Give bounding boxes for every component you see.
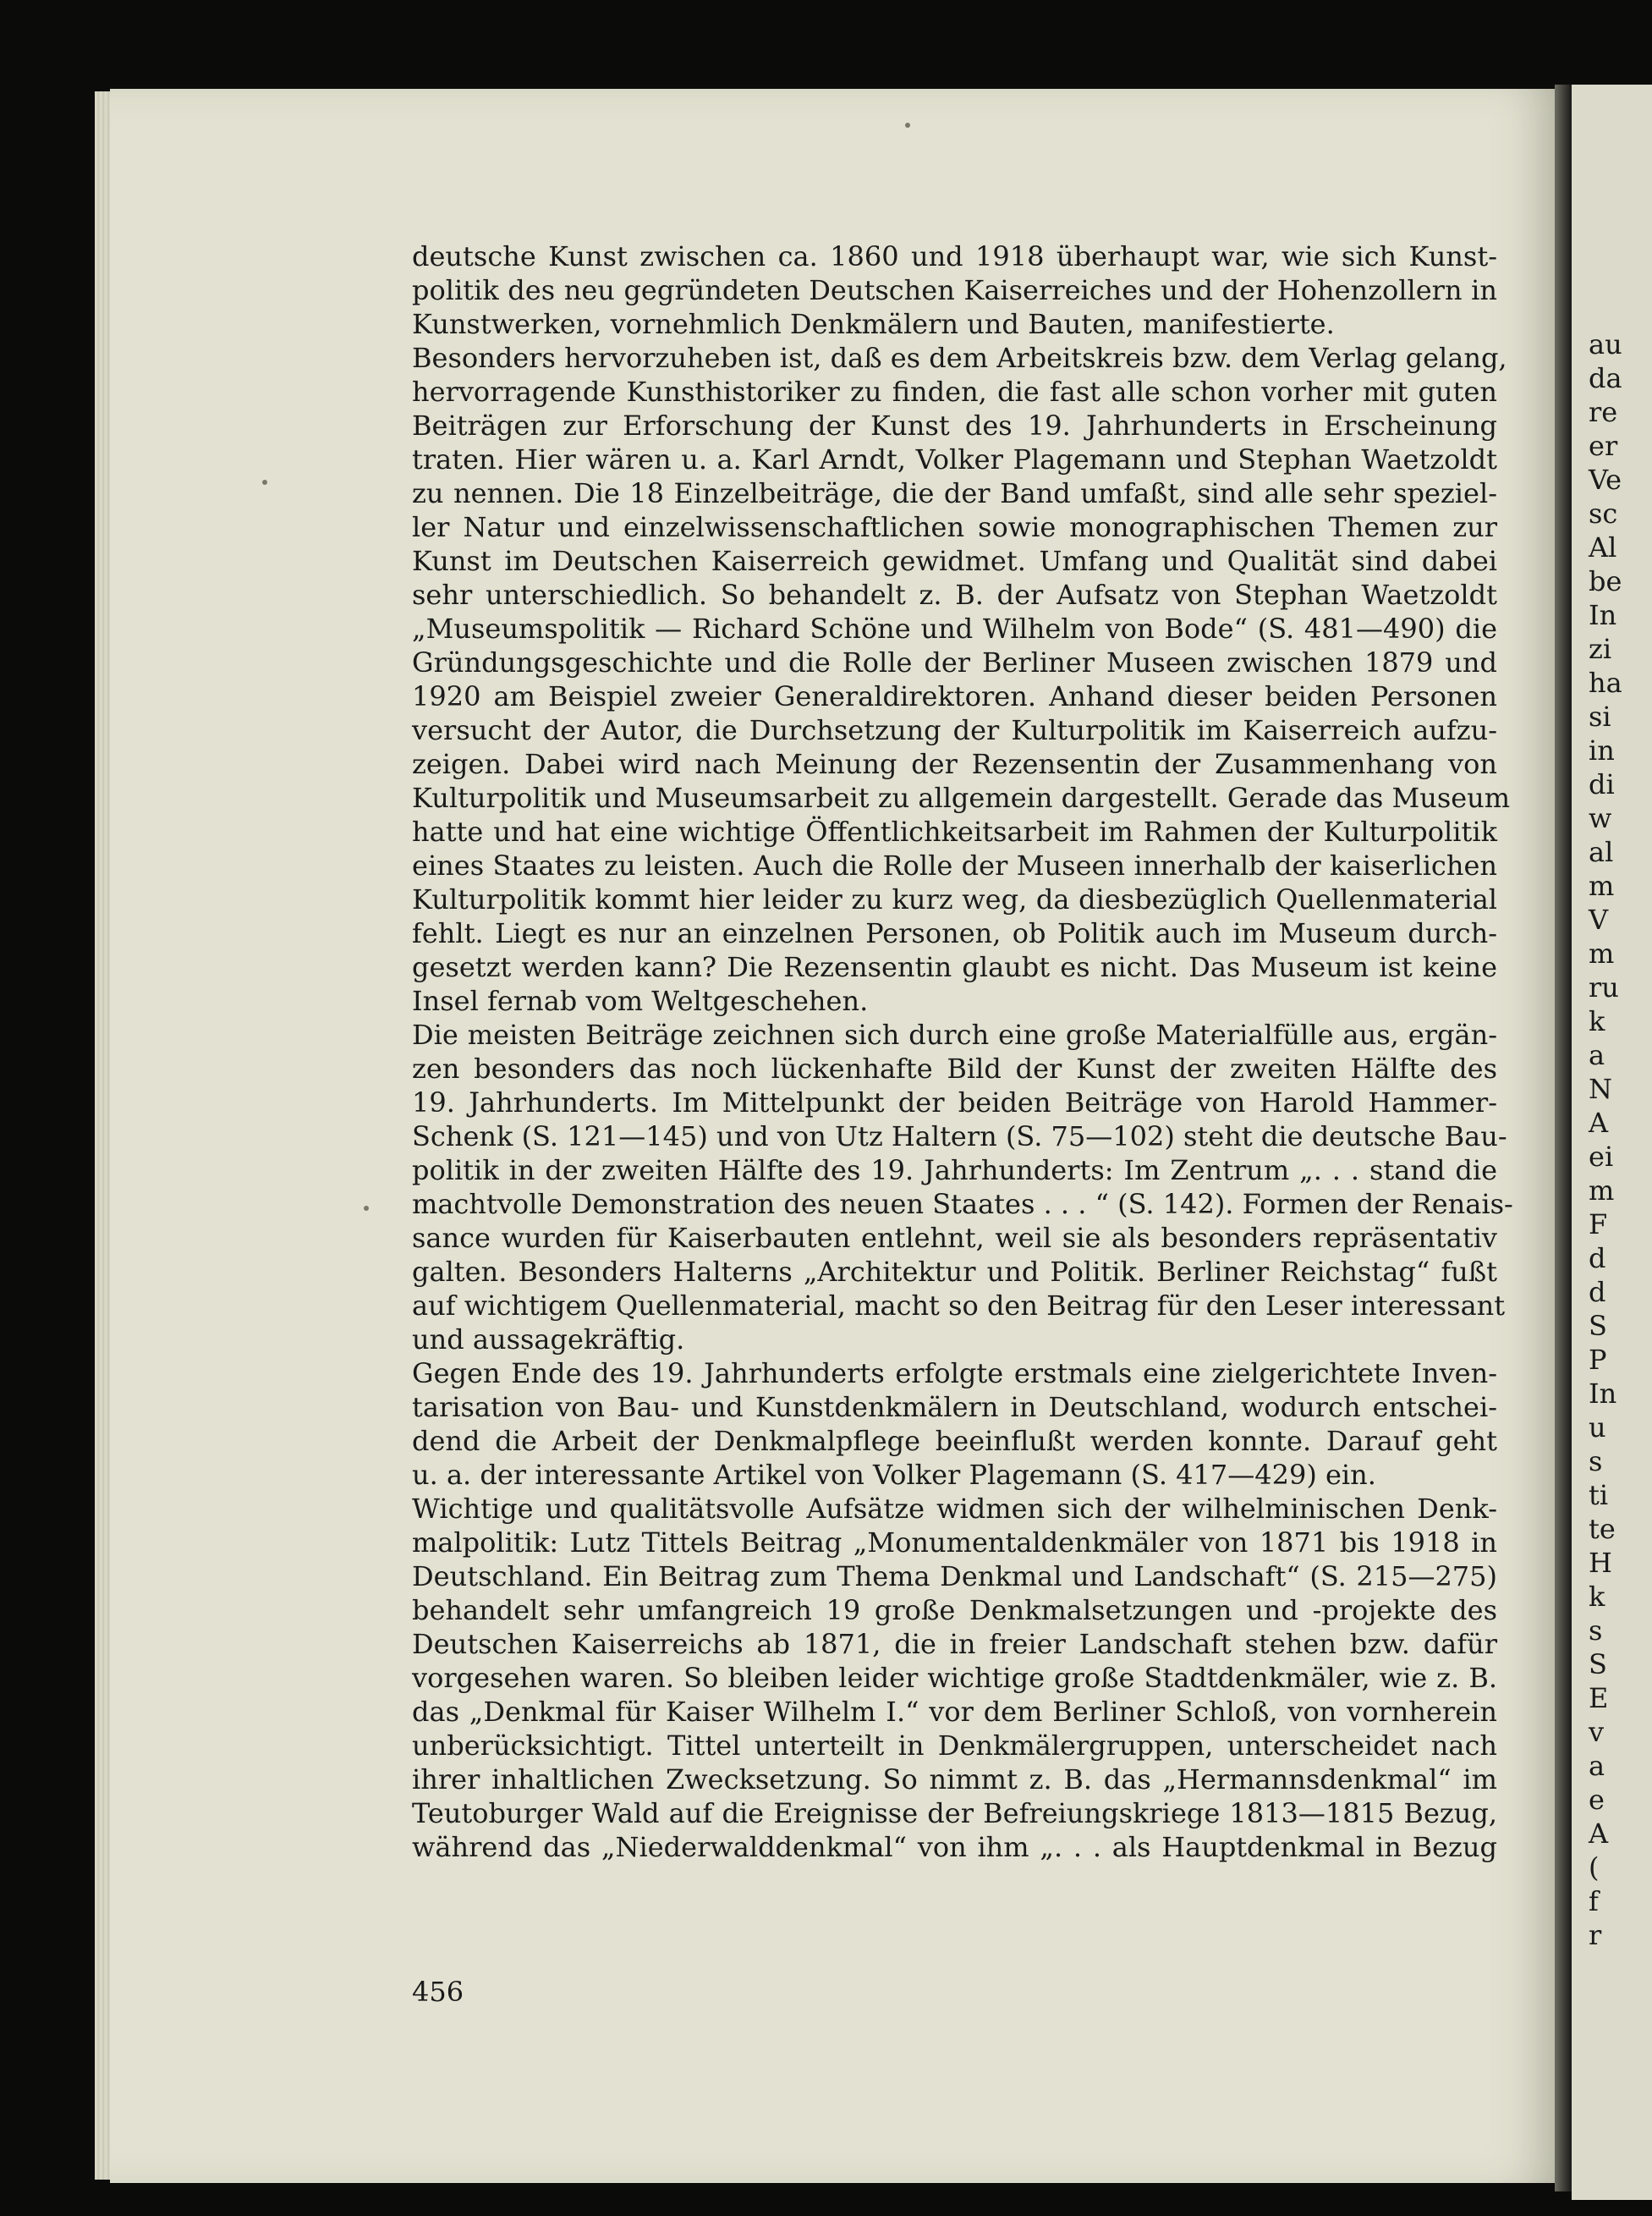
next-page-fragment: al — [1589, 836, 1614, 868]
next-page-fragment: u — [1589, 1411, 1606, 1443]
text-line: fehlt. Liegt es nur an einzelnen Personen, ob Politik auch im Museum durch- — [412, 917, 1497, 949]
text-line: Kulturpolitik und Museumsarbeit zu allgemein dargestellt. Gerade das Museum — [412, 782, 1511, 814]
text-line: Wichtige und qualitätsvolle Aufsätze widmen sich der wilhelminischen Denk- — [412, 1493, 1497, 1525]
text-line: malpolitik: Lutz Tittels Beitrag „Monumentaldenkmäler von 1871 bis 1918 in — [412, 1526, 1497, 1559]
text-line: Gegen Ende des 19. Jahrhunderts erfolgte erstmals eine zielgerichtete Inven- — [412, 1357, 1497, 1389]
text-line: Insel fernab vom Weltgeschehen. — [412, 985, 869, 1017]
next-page-fragment: v — [1589, 1716, 1605, 1748]
text-line: vorgesehen waren. So bleiben leider wichtige große Stadtdenkmäler, wie z. B. — [412, 1662, 1497, 1694]
next-page-edge — [1572, 85, 1652, 2200]
next-page-fragment: di — [1589, 768, 1615, 800]
text-line: das „Denkmal für Kaiser Wilhelm I.“ vor dem Berliner Schloß, von vornherein — [412, 1696, 1497, 1728]
text-line: auf wichtigem Quellenmaterial, macht so den Beitrag für den Leser interessant — [412, 1289, 1506, 1322]
text-line: zen besonders das noch lückenhafte Bild der Kunst der zweiten Hälfte des — [412, 1053, 1497, 1085]
next-page-fragment: d — [1589, 1276, 1606, 1308]
next-page-fragment: k — [1589, 1005, 1605, 1037]
next-page-fragment: a — [1589, 1039, 1605, 1071]
text-line: ihrer inhaltlichen Zwecksetzung. So nimmt z. B. das „Hermannsdenkmal“ im — [412, 1763, 1497, 1795]
text-line: galten. Besonders Halterns „Architektur und Politik. Berliner Reichstag“ fußt — [412, 1256, 1497, 1288]
next-page-fragment: re — [1589, 396, 1618, 428]
next-page-fragment: da — [1589, 362, 1622, 394]
next-page-fragment: H — [1589, 1547, 1612, 1579]
text-line: Kulturpolitik kommt hier leider zu kurz weg, da diesbezüglich Quellenmaterial — [412, 883, 1497, 916]
speck — [905, 123, 910, 128]
text-line: hervorragende Kunsthistoriker zu finden, die fast alle schon vorher mit guten — [412, 376, 1497, 408]
text-line: 1920 am Beispiel zweier Generaldirektoren. Anhand dieser beiden Personen — [412, 680, 1497, 712]
next-page-fragment: Ve — [1589, 464, 1622, 496]
text-line: sehr unterschiedlich. So behandelt z. B. der Aufsatz von Stephan Waetzoldt — [412, 579, 1497, 611]
text-line: unberücksichtigt. Tittel unterteilt in Denkmälergruppen, unterscheidet nach — [412, 1729, 1497, 1762]
text-line: Beiträgen zur Erforschung der Kunst des 19. Jahrhunderts in Erscheinung — [412, 410, 1497, 442]
text-line: dend die Arbeit der Denkmalpflege beeinflußt werden konnte. Darauf geht — [412, 1425, 1497, 1457]
next-page-fragment: E — [1589, 1682, 1609, 1714]
text-line: während das „Niederwalddenkmal“ von ihm „. . . als Hauptdenkmal in Bezug — [412, 1831, 1497, 1863]
next-page-fragment: a — [1589, 1750, 1605, 1782]
next-page-fragment: F — [1589, 1208, 1608, 1240]
next-page-fragment: In — [1589, 599, 1617, 631]
text-line: ler Natur und einzelwissenschaftlichen sowie monographischen Themen zur — [412, 511, 1497, 543]
next-page-fragment: ha — [1589, 667, 1622, 699]
text-line: versucht der Autor, die Durchsetzung der Kulturpolitik im Kaiserreich aufzu- — [412, 714, 1497, 746]
next-page-fragment: V — [1589, 904, 1609, 936]
next-page-fragment: te — [1589, 1513, 1616, 1545]
next-page-fragment: s — [1589, 1614, 1603, 1647]
text-line: machtvolle Demonstration des neuen Staates . . . “ (S. 142). Formen der Renais- — [412, 1188, 1513, 1220]
next-page-fragment: in — [1589, 734, 1615, 767]
text-line: Gründungsgeschichte und die Rolle der Berliner Museen zwischen 1879 und — [412, 646, 1497, 679]
next-page-fragment: r — [1589, 1919, 1602, 1951]
next-page-fragment: A — [1589, 1817, 1609, 1850]
next-page-fragment: zi — [1589, 633, 1612, 665]
text-line: gesetzt werden kann? Die Rezensentin glaubt es nicht. Das Museum ist keine — [412, 951, 1497, 983]
text-line: politik des neu gegründeten Deutschen Kaiserreiches und der Hohenzollern in — [412, 274, 1497, 306]
text-line: Deutschland. Ein Beitrag zum Thema Denkmal und Landschaft“ (S. 215—275) — [412, 1560, 1497, 1592]
text-line: tarisation von Bau- und Kunstdenkmälern in Deutschland, wodurch entschei- — [412, 1391, 1497, 1423]
text-line: u. a. der interessante Artikel von Volker Plagemann (S. 417—429) ein. — [412, 1459, 1376, 1491]
text-line: Kunst im Deutschen Kaiserreich gewidmet. Umfang und Qualität sind dabei — [412, 545, 1497, 577]
text-line: Schenk (S. 121—145) und von Utz Haltern (S. 75—102) steht die deutsche Bau- — [412, 1120, 1507, 1152]
text-line: 19. Jahrhunderts. Im Mittelpunkt der beiden Beiträge von Harold Hammer- — [412, 1086, 1497, 1119]
next-page-fragment: N — [1589, 1073, 1612, 1105]
next-page-fragment: s — [1589, 1445, 1603, 1477]
next-page-fragment: d — [1589, 1242, 1606, 1274]
next-page-fragment: au — [1589, 328, 1622, 360]
text-line: Deutschen Kaiserreichs ab 1871, die in freier Landschaft stehen bzw. dafür — [412, 1628, 1497, 1660]
text-line: behandelt sehr umfangreich 19 große Denkmalsetzungen und -projekte des — [412, 1594, 1497, 1626]
speck — [364, 1206, 369, 1211]
text-line: hatte und hat eine wichtige Öffentlichkeitsarbeit im Rahmen der Kulturpolitik — [412, 816, 1497, 848]
book-spine — [1555, 85, 1572, 2191]
speck — [262, 480, 267, 485]
next-page-fragment: sc — [1589, 498, 1618, 530]
next-page-fragment: k — [1589, 1581, 1605, 1613]
text-line: zeigen. Dabei wird nach Meinung der Rezensentin der Zusammenhang von — [412, 748, 1497, 780]
next-page-fragment: A — [1589, 1107, 1609, 1139]
next-page-fragment: ru — [1589, 971, 1619, 1004]
next-page-fragment: S — [1589, 1648, 1607, 1680]
next-page-text-fragments — [1572, 328, 1622, 1953]
text-line: traten. Hier wären u. a. Karl Arndt, Volker Plagemann und Stephan Waetzoldt — [412, 443, 1497, 476]
text-line: Besonders hervorzuheben ist, daß es dem Arbeitskreis bzw. dem Verlag gelang, — [412, 342, 1507, 374]
text-line: Kunstwerken, vornehmlich Denkmälern und Bauten, manifestierte. — [412, 308, 1335, 340]
next-page-fragment: ei — [1589, 1141, 1614, 1173]
next-page-fragment: P — [1589, 1344, 1607, 1376]
next-page-fragment: S — [1589, 1310, 1607, 1342]
next-page-fragment: ( — [1589, 1851, 1600, 1883]
text-line: zu nennen. Die 18 Einzelbeiträge, die der Band umfaßt, sind alle sehr speziel- — [412, 477, 1497, 509]
text-line: Teutoburger Wald auf die Ereignisse der Befreiungskriege 1813—1815 Bezug, — [412, 1797, 1497, 1829]
next-page-fragment: w — [1589, 802, 1612, 834]
next-page-fragment: f — [1589, 1885, 1599, 1917]
text-line: eines Staates zu leisten. Auch die Rolle der Museen innerhalb der kaiserlichen — [412, 850, 1497, 882]
next-page-fragment: m — [1589, 1174, 1615, 1207]
text-line: und aussagekräftig. — [412, 1323, 685, 1355]
body-text — [412, 239, 1513, 1864]
next-page-fragment: Al — [1589, 531, 1617, 564]
page-number: 456 — [412, 1976, 464, 2008]
next-page-fragment: er — [1589, 430, 1618, 462]
text-line: politik in der zweiten Hälfte des 19. Jahrhunderts: Im Zentrum „. . . stand die — [412, 1154, 1497, 1186]
next-page-fragment: si — [1589, 701, 1611, 733]
text-line: Die meisten Beiträge zeichnen sich durch eine große Materialfülle aus, ergän- — [412, 1019, 1497, 1051]
text-line: deutsche Kunst zwischen ca. 1860 und 1918 überhaupt war, wie sich Kunst- — [412, 240, 1497, 272]
text-line: sance wurden für Kaiserbauten entlehnt, weil sie als besonders repräsentativ — [412, 1222, 1497, 1254]
next-page-fragment: m — [1589, 870, 1615, 902]
next-page-fragment: m — [1589, 938, 1615, 970]
next-page-fragment: be — [1589, 565, 1622, 597]
next-page-fragment: In — [1589, 1377, 1617, 1410]
next-page-fragment: e — [1589, 1784, 1605, 1816]
text-line: „Museumspolitik — Richard Schöne und Wilhelm von Bode“ (S. 481—490) die — [412, 613, 1497, 645]
next-page-fragment: ti — [1589, 1479, 1609, 1511]
